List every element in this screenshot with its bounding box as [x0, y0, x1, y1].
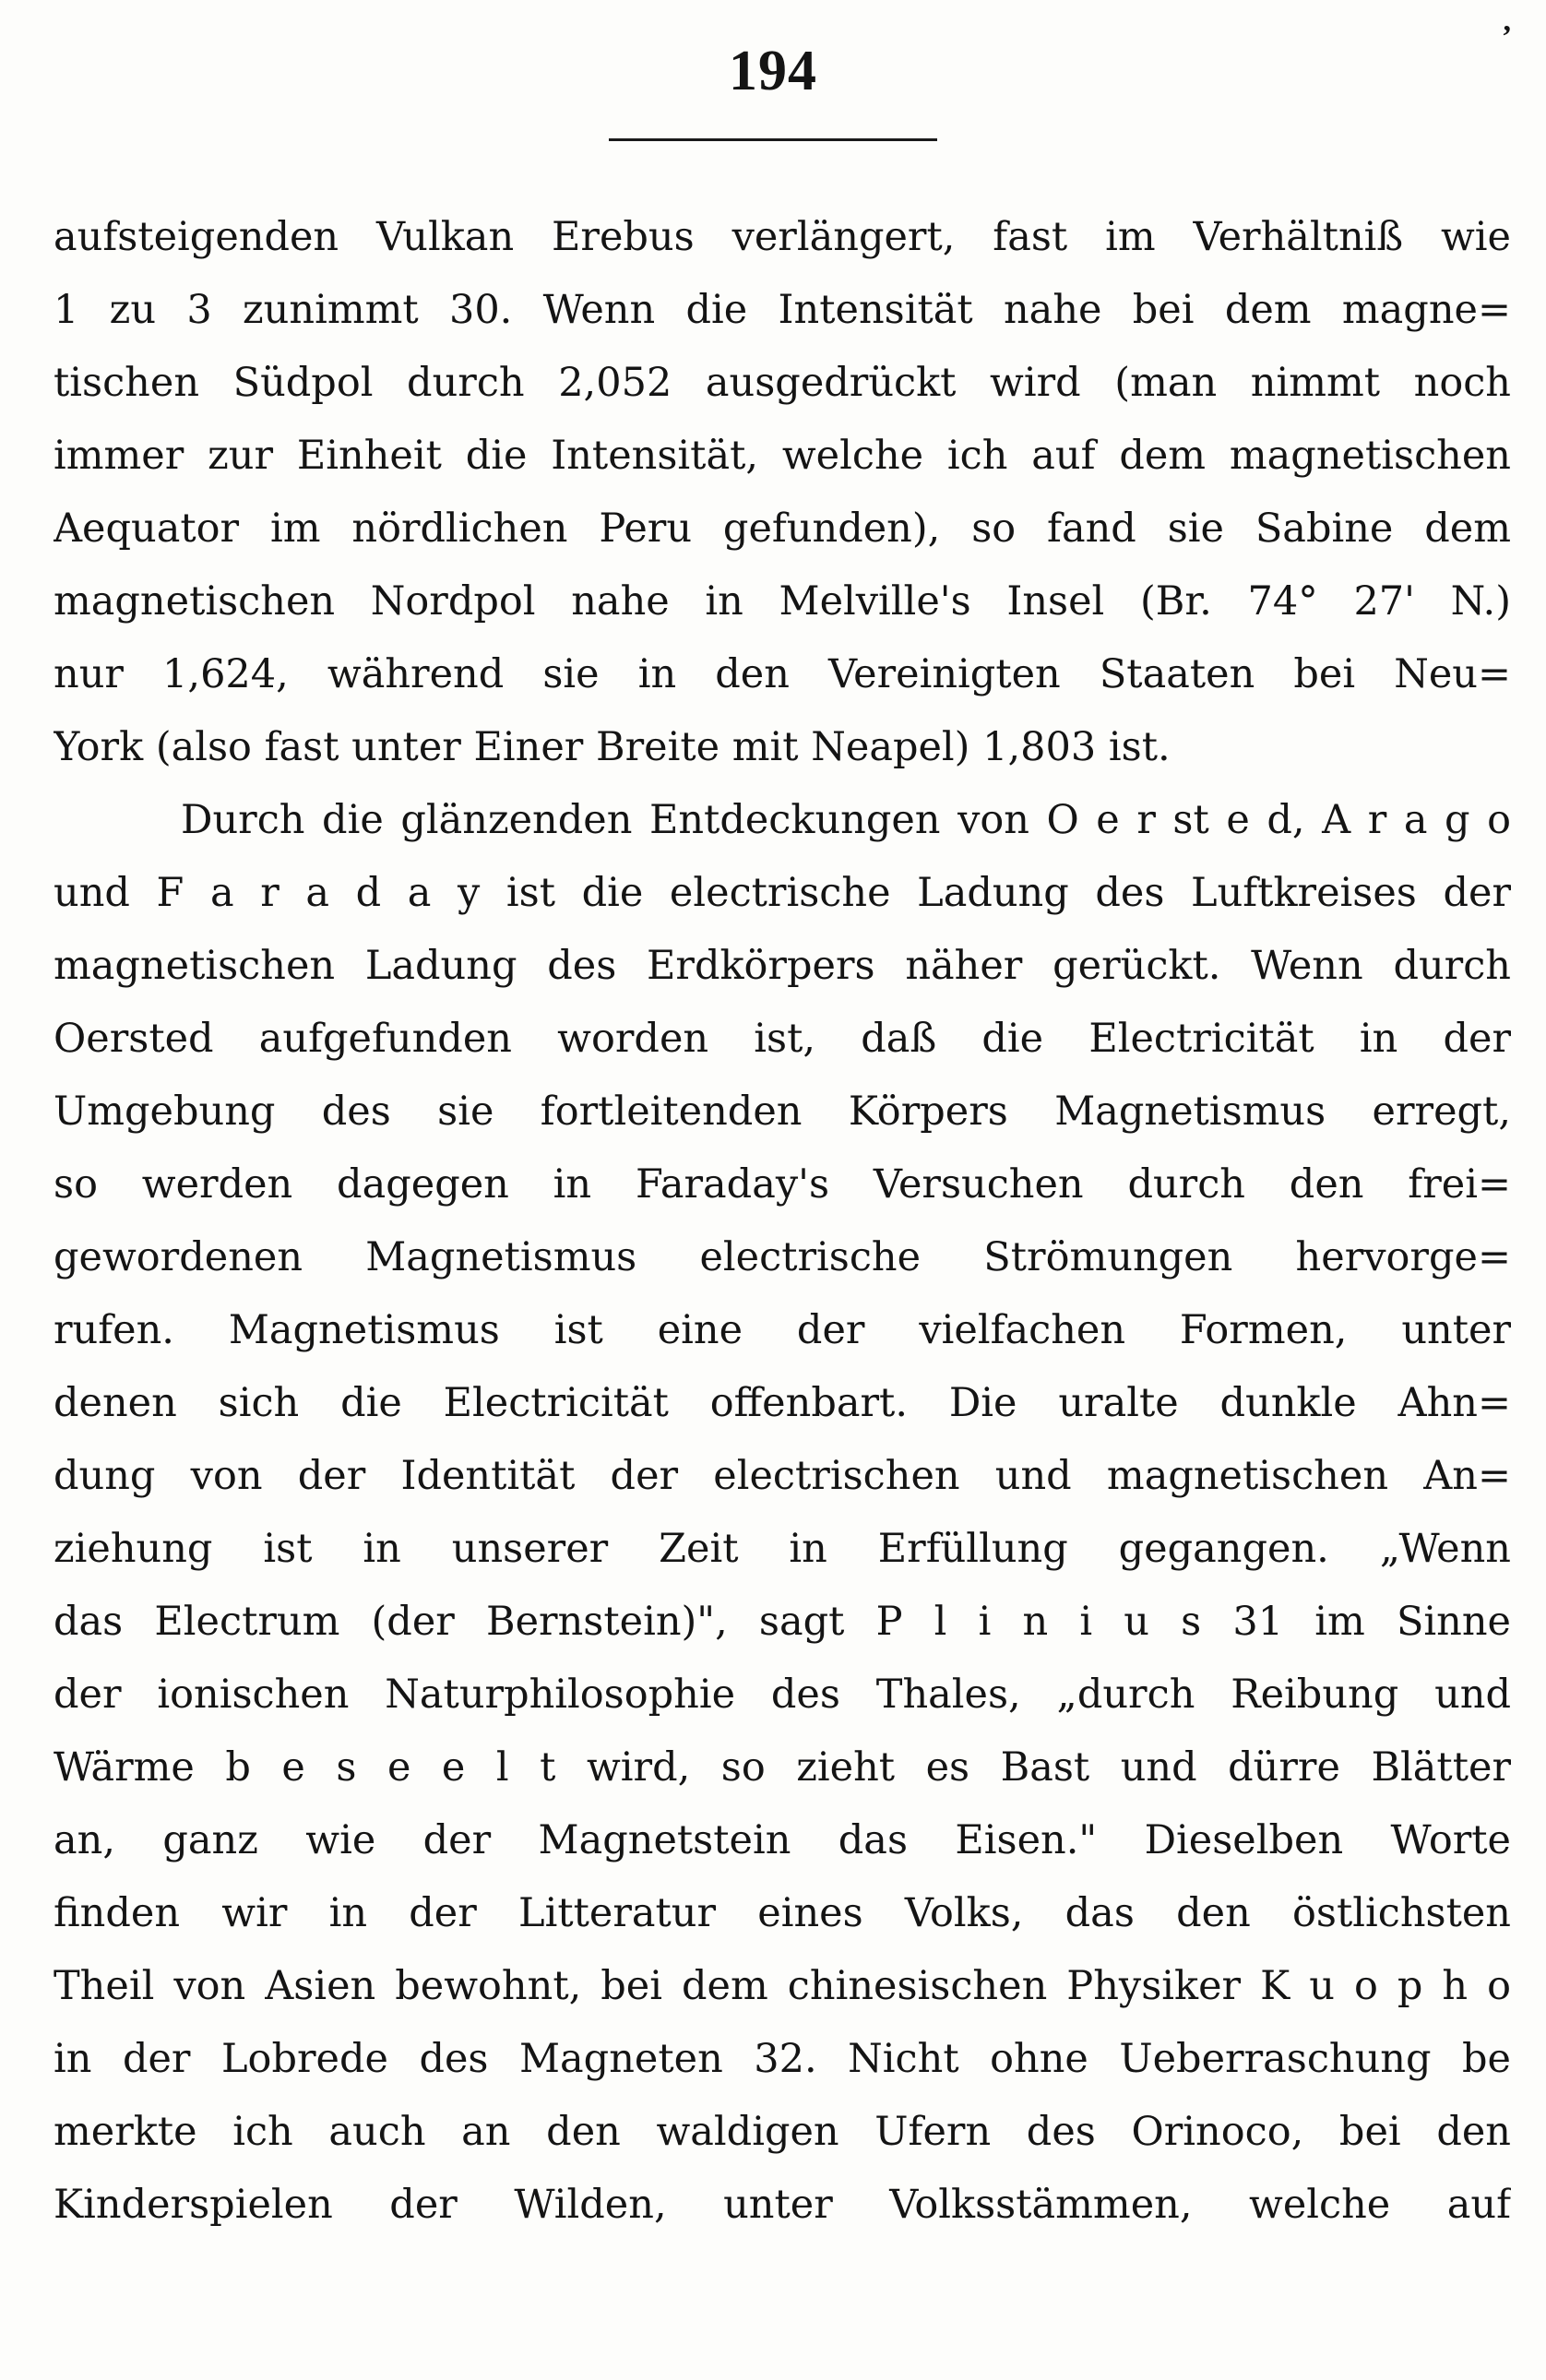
page-number: 194 — [729, 40, 817, 102]
text-line: denen sich die Electricität offenbart. Die uralte dunkle Ahn= — [54, 1380, 1511, 1426]
body-text — [54, 201, 1511, 2242]
header-rule — [609, 138, 937, 141]
paragraph-start-line: Durch die glänzenden Entdeckungen von O e r st e d, A r a g o — [181, 797, 1511, 843]
text-line: Wärme b e s e e l t wird, so zieht es Bast und dürre Blätter — [54, 1744, 1511, 1791]
text-line: Kinderspielen der Wilden, unter Volksstämmen, welche auf — [54, 2182, 1511, 2228]
text-line: gewordenen Magnetismus electrische Strömungen hervorge= — [54, 1234, 1511, 1280]
text-line: der ionischen Naturphilosophie des Thales, „durch Reibung und — [54, 1672, 1511, 1718]
text-line: so werden dagegen in Faraday's Versuchen durch den frei= — [54, 1161, 1511, 1208]
text-line: merkte ich auch an den waldigen Ufern des Orinoco, bei den — [54, 2109, 1511, 2155]
text-line: an, ganz wie der Magnetstein das Eisen." Dieselben Worte — [54, 1817, 1511, 1863]
text-line: das Electrum (der Bernstein)", sagt P l i n i u s 31 im Sinne — [54, 1599, 1511, 1645]
text-line: in der Lobrede des Magneten 32. Nicht ohne Ueberraschung be — [54, 2036, 1511, 2082]
text-line: Oersted aufgefunden worden ist, daß die Electricität in der — [54, 1016, 1511, 1062]
text-line: magnetischen Ladung des Erdkörpers näher gerückt. Wenn durch — [54, 943, 1511, 989]
stray-ink-mark: , — [1503, 4, 1511, 38]
text-line: finden wir in der Litteratur eines Volks, das den östlichsten — [54, 1890, 1511, 1936]
text-line: tischen Südpol durch 2,052 ausgedrückt wird (man nimmt noch — [54, 360, 1511, 406]
paragraph-end-line: York (also fast unter Einer Breite mit Neapel) 1,803 ist. — [54, 724, 1171, 770]
text-line: immer zur Einheit die Intensität, welche ich auf dem magnetischen — [54, 433, 1511, 479]
text-line: magnetischen Nordpol nahe in Melville's Insel (Br. 74° 27' N.) — [54, 578, 1511, 625]
text-line: aufsteigenden Vulkan Erebus verlängert, fast im Verhältniß wie — [54, 214, 1511, 260]
text-line: ziehung ist in unserer Zeit in Erfüllung gegangen. „Wenn — [54, 1526, 1511, 1572]
text-line: 1 zu 3 zunimmt 30. Wenn die Intensität nahe bei dem magne= — [54, 287, 1511, 333]
text-line: Umgebung des sie fortleitenden Körpers Magnetismus erregt, — [54, 1089, 1511, 1135]
text-line: Theil von Asien bewohnt, bei dem chinesischen Physiker K u o p h o — [54, 1963, 1511, 2009]
text-line: nur 1,624, während sie in den Vereinigten Staaten bei Neu= — [54, 651, 1511, 697]
text-line: und F a r a d a y ist die electrische Ladung des Luftkreises der — [54, 870, 1511, 916]
text-line: dung von der Identität der electrischen und magnetischen An= — [54, 1453, 1511, 1499]
text-line: Aequator im nördlichen Peru gefunden), so fand sie Sabine dem — [54, 506, 1511, 552]
text-line: rufen. Magnetismus ist eine der vielfachen Formen, unter — [54, 1307, 1511, 1353]
